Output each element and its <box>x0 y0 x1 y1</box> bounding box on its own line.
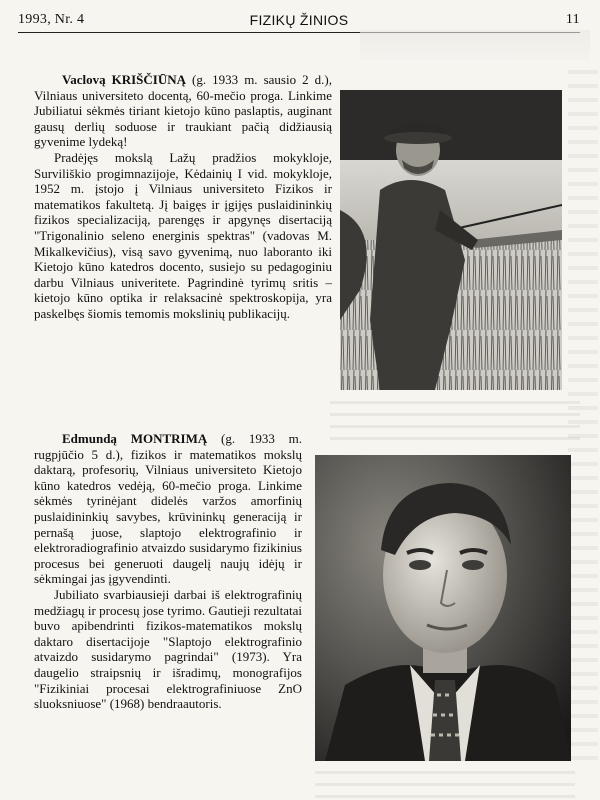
show-through-smudge <box>360 30 590 60</box>
photo-montrimas-portrait <box>315 455 571 761</box>
person-name: Edmundą MONTRIMĄ <box>62 431 208 446</box>
bio-intro-text: (g. 1933 m. sausio 2 d.), Vilniaus universiteto docentą, 60-mečio proga. <box>34 72 332 103</box>
journal-title: FIZIKŲ ŽINIOS <box>249 12 349 28</box>
bio-body: Pradėjęs mokslą Lažų pradžios mokykloje, Surviliškio progimnazijoje, Kėdainių I vid. mokykloje, 1952 m. įstojo į Vilniaus universiteto Fizikos ir matematikos fakultetą. Jį baigęs ir įgijęs puslaidininkių fizikos specializaciją, parengęs ir apgynęs disertaciją "Trigonalinio seleno energinis spektras" (vadovas M. Mikalkevičius), visą savo gyvenimą, nuo laboranto iki Kietojo kūno katedros docento, susiejo su pedagoginiu darbu Vilniaus univeritete. Pagrindinė tyrimų sritis – kietojo kūno optika ir relaksacinė spektroskopija, yra paskelbęs šiomis temomis mokslinių publikacijų. <box>34 149 332 321</box>
photo-krisciunas-fishing <box>340 90 562 390</box>
bio-montrimas <box>34 431 302 712</box>
bio-body: Jubiliato svarbiausieji darbai iš elektrografinių medžiagų ir procesų jose tyrimo. Gautieji rezultatai buvo apibendrinti fizikos-matematikos mokslų daktaro disertacijoje "Slaptojo elektrografinio atvaizdo susidarymo pagrindai" (1973). Yra daugelio straipsnių ir išradimų, monografijos "Fizikiniai procesai elektrografiniuose ZnO sluoksniuose" (1968) bendraautoris. <box>34 586 302 712</box>
page-number: 11 <box>565 12 580 27</box>
person-name: Vaclovą KRIŠČIŪNĄ <box>62 72 187 87</box>
bio-krisciunas <box>34 72 332 322</box>
bio-intro <box>34 72 332 150</box>
bio-intro <box>34 431 302 587</box>
bio-wish: Linkime Jubiliatui sėkmės tiriant kietojo kūno paslaptis, auginant gausų derlių soduose ir traukiant pačią didžiausią gyvenime lydeką! <box>34 87 332 150</box>
bio-intro-text: (g. 1933 m. rugpjūčio 5 d.), fizikos ir matematikos mokslų daktarą, profesorių, Vilniaus universiteto Kietojo kūno katedros vedėją, 60-mečio proga. Linkime sėkmės tyrinėjant didelės varžos amorfinių puslaidininkių savybes, krūvininkų generaciją ir pernašą juose, slaptojo elektrografinio ir elektroradiografinio atvaizdo susidarymo fizikinius procesus bei generuoti daugelį naujų idėjų ir sėkmingai jas įgyvendinti. <box>34 431 302 587</box>
show-through-text <box>315 762 575 800</box>
issue-number: 1993, Nr. 4 <box>18 12 85 27</box>
show-through-text <box>330 392 580 442</box>
